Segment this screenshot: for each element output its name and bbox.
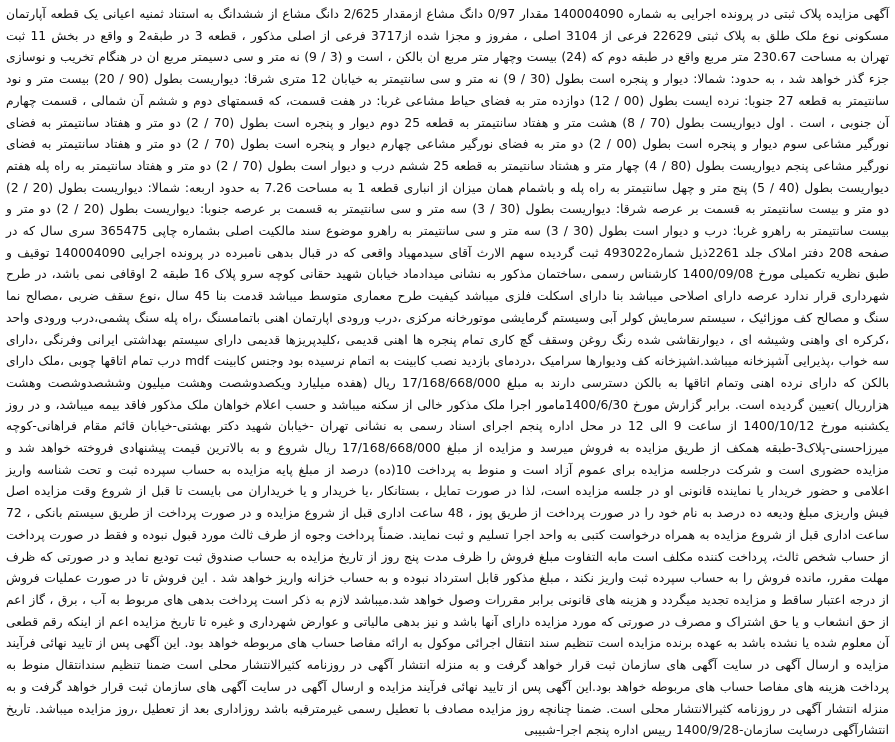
auction-notice-text: آگهی مزایده پلاک ثبتی در پرونده اجرایی به شماره 140004090 مقدار 0/97 دانگ مشاع ازمقدار 2/625 دانگ مشاع از ششدانگ به استناد ثمنیه اعیانی یک قطعه آپارتمان مسکونی نوع ملک طلق به پلاک ثبتی 22629 فرعی از 3104 اصلی ، مفروز و مجزا شده از3717 فرعی از اصلی مذکور ، قطعه 3 در طبقه2 و واقع در بخش 11 ثبت تهران به مساحت 230.67 متر مربع واقع در طبقه دوم که (24) بیست وچهار متر مربع ان بالکن ، است و (3 / 9) نه متر و سی دسیمتر مربع ان در هنگام تخریب و نوسازی جزء گذر خواهد شد ، به حدود: شمالا: دیوار و پنجره است بطول (30 / 9) نه متر و سی سانتیمتر به خیابان 12 متری شرقا: دیواریست بطول (90 / 20) بیست متر و نود سانتیمتر به قطعه 27 جنوبا: نرده ایست بطول (00 / 12) دوازده متر به فضای حیاط مشاعی غربا: در هفت قسمت، که قسمتهای دوم و ششم آن شمالی ، قسمت چهارم آن جنوبی ، است . اول دیواریست بطول (70 / 8) هشت متر و هفتاد سانتیمتر به قطعه 25 دوم دیوار و پنجره است بطول (70 / 2) دو متر و هفتاد سانتیمتر به فضای نورگیر مشاعی سوم دیوار و پنجره است بطول (00 / 2) دو متر به فضای نورگیر مشاعی چهارم دیوار و پنجره است بطول (70 / 2) دو متر و هفتاد سانتیمتر به فضای نورگیر مشاعی پنجم دیواریست بطول (80 / 4) چهار متر و هشتاد سانتیمتر به قطعه 25 ششم درب و دیوار است بطول (70 / 2) دو متر و هفتاد سانتیمتر به راه پله هفتم دیواریست بطول (40 / 5) پنج متر و چهل سانتیمتر به راه پله و باشمام همان میزان از انباری قطعه 1 به مساحت 7.26 به حدود اربعه: شمالا: دیواریست بطول (20 / 2) دو متر و بیست سانتیمتر به قسمت بر عرصه شرقا: دیواریست بطول (30 / 3) سه متر و سی سانتیمتر به قسمت بر عرصه جنوبا: دیواریست بطول (20 / 2) دو متر و بیست سانتیمتر به راهرو غربا: درب و دیوار است بطول (30 / 3) سه متر و سی سانتیمتر به راهرو موضوع سند مالکیت اصلی بشماره چاپی 365475 سری سال که در صفحه 208 دفتر املاک جلد 2261ذیل شماره493022 ثبت گردیده سهم الارث آقای سیدمهیاد واقعی که در قبال بدهی نامبرده در پرونده اجرایی 140004090 توقیف و طبق نظریه تکمیلی مورخ 1400/09/08 کارشناس رسمی ،ساختمان مذکور به نشانی میدادماد خیابان شهید حقانی کوچه سرو پلاک 16 طبقه 2 اوقافی نمی باشد، در طرح شهرداری قرار ندارد عرصه دارای اصلاحی میباشد بنا دارای اسکلت فلزی میباشد کیفیت طرح معماری متوسط میباشد قدمت بنا 45 سال ،نوع سقف ضربی ،مصالح نما سنگ و مصالح کف موزائیک ، سیستم سرمایش کولر آبی وسیستم گرمایشی موتورخانه مرکزی ،درب ورودی اپارتمان اهنی باتمامسنگ ،راه پله سنگ پشمی،درب ورودی واحد ،کرکره ای واهنی وشیشه ای ، دیوارنقاشی شده رنگ روغن وسقف گچ کاری تمام پنجره ها اهنی قدیمی ،کلیدپریزها قدیمی دارای سیستم بهداشتی ایرانی وفرنگی ،دارای سه خواب ،پذیرایی آشپزخانه میباشد.اشپزخانه کف ودیوارها سرامیک ،دردمای بازدید نصب کابینت به اتمام نرسیده بود وجنس کابینت mdf درب تمام اتاقها چوبی ،ملک دارای بالکن که دارای نرده اهنی وتمام اتاقها به بالکن دسترسی دارند به مبلغ 17/168/668/000 ریال (هفده میلیارد ویکصدوشصت وهشت میلیون وششصدوشصت وهشت هزارریال )تعیین گردیده است. برابر گزارش مورخ 1400/6/30مامور اجرا ملک مذکور خالی از سکنه میباشد و حسب اعلام خواهان ملک مذکور فاقد بیمه میباشد، و در روز یکشنبه مورخ 1400/10/12 از ساعت 9 الی 12 در محل اداره پنجم اجرای اسناد رسمی به نشانی تهران -خیابان شهید دکتر بهشتی-خیابان قائم مقام فراهانی-کوچه میرزاحسنی-پلاک3-طبقه همکف از طریق مزایده به فروش میرسد و مزایده از مبلغ 17/168/668/000 ریال شروع و به بالاترین قیمت پیشنهادی فروخته خواهد شد و مزایده حضوری است و شرکت درجلسه مزایده برای عموم آزاد است و منوط به پرداخت 10(ده) درصد از مبلغ پایه مزایده به حساب سپرده ثبت و تحت شناسه واریز اعلامی و حضور خریدار یا نماینده قانونی او در جلسه مزایده است، لذا در صورت تمایل ، بستانکار ،یا خریدار و یا خریداران می بایست تا قبل از شروع وقت مزایده اصل فیش واریزی مبلغ ودیعه ده درصد به نام خود را در صورت پرداخت از طریق پوز ، 48 ساعت اداری قبل از شروع مزایده و در صورت پرداخت از طریق سیستم بانکی ، 72 ساعت اداری قبل از شروع مزایده به همراه درخواست کتبی به واحد اجرا تسلیم و ثبت نمایند. ضمناً پرداخت وجوه از طرف ثالث مورد قبول نبوده و فقط در صورت پرداخت از حساب شخص ثالث، پرداخت کننده مکلف است مابه التفاوت مبلغ فروش را ظرف مدت پنج روز از تاریخ مزایده به حساب صندوق ثبت تودیع نماید و در صورتی که ظرف مهلت مقرر، مانده فروش را به حساب سپرده ثبت واریز نکند ، مبلغ مذکور قابل استرداد نبوده و به حساب خزانه واریز خواهد شد . این فروش تا در صورت عملیات فروش از درجه اعتبار ساقط و مزایده تجدید میگردد و هزینه های قانونی برابر مقررات وصول خواهد شد.میباشد لازم به ذکر است پرداخت بدهی های مربوط به آب ، برق ، گاز اعم از حق انشعاب و یا حق اشتراک و مصرف در صورتی که مورد مزایده دارای آنها باشد و نیز بدهی مالیاتی و عوارض شهرداری و غیره تا تاریخ مزایده اعم از اینکه رقم قطعی آن معلوم شده یا نشده باشد به عهده برنده مزایده است تنظیم سند انتقال اجرائی موکول به ارائه مفاصا حساب های مربوطه خواهد بود. این آگهی پس از تایید نهائی فرآیند مزایده و ارسال آگهی در سایت آگهی های سازمان ثبت قرار خواهد گرفت و به منزله انتشار آگهی در روزنامه کثیرالانتشار محلی است ضمنا تنظیم سندانتقال منوط به پرداخت هزینه های مفاصا حساب های مربوطه خواهد بود.این آگهی پس از تایید نهائی فرآیند مزایده و ارسال آگهی در سایت آگهی های سازمان ثبت قرار خواهد گرفت و به منزله انتشار آگهی در روزنامه کثیرالانتشار محلی است. ضمنا چنانچه روز مزایده مصادف با تعطیل رسمی غیرمترقبه باشد روزاداری بعد از تعطیل ،روز مزایده میباشد. تاریخ انتشارآگهی درسایت سازمان-1400/9/28 رییس اداره پنجم اجرا-شبیبی <box>6 7 890 738</box>
